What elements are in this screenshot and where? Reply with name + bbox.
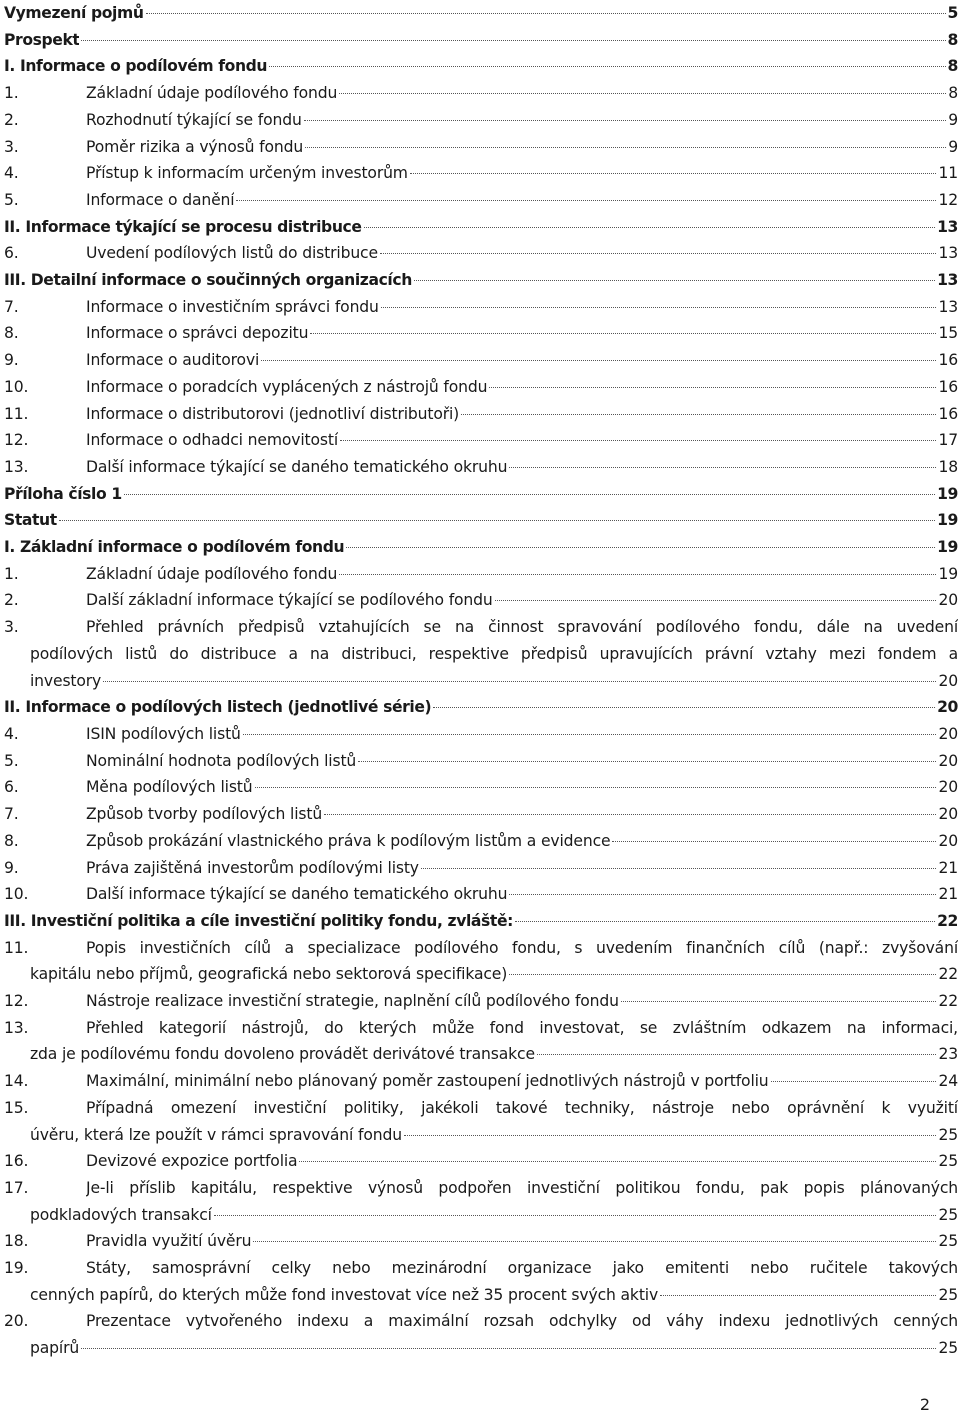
toc-entry-number: 15. xyxy=(4,1098,29,1117)
toc-entry-title: podílových listů do distribuce a na distribuci, respektive předpisů upravujících právní vztahy mezi fondem a xyxy=(30,644,958,663)
toc-entry-title: Vymezení pojmů xyxy=(4,4,144,22)
dot-leader xyxy=(59,520,935,521)
toc-entry[interactable] xyxy=(4,935,958,988)
toc-entry-page: 20 xyxy=(938,751,958,770)
dot-leader xyxy=(253,1241,936,1242)
toc-entry-title: I. Základní informace o podílovém fondu xyxy=(4,538,345,557)
toc-entry-title: Maximální, minimální nebo plánovaný poměr zastoupení jednotlivých nástrojů v portfoliu xyxy=(86,1072,769,1091)
toc-entry[interactable] xyxy=(4,374,958,401)
toc-entry-number: 12. xyxy=(4,431,29,450)
dot-leader xyxy=(621,1001,937,1002)
toc-entry-page: 13 xyxy=(938,244,958,263)
dot-leader xyxy=(364,227,936,228)
toc-entry[interactable] xyxy=(4,1068,958,1095)
toc-entry-page: 16 xyxy=(938,404,958,423)
toc-entry[interactable] xyxy=(4,507,958,534)
toc-entry-number: 3. xyxy=(4,137,19,156)
toc-entry-page: 25 xyxy=(938,1205,958,1224)
toc-entry-title: kapitálu nebo příjmů, geografická nebo sektorová specifikace) xyxy=(30,965,508,984)
toc-entry-page: 20 xyxy=(937,698,958,717)
toc-entry[interactable] xyxy=(4,721,958,748)
toc-entry-title: Práva zajištěná investorům podílovými listy xyxy=(86,858,419,877)
toc-entry[interactable] xyxy=(4,454,958,481)
dot-leader xyxy=(495,600,937,601)
toc-entry[interactable] xyxy=(4,561,958,588)
toc-entry[interactable] xyxy=(4,53,958,80)
toc-entry-number: 10. xyxy=(4,377,29,396)
toc-entry-number: 17. xyxy=(4,1178,29,1197)
toc-entry[interactable] xyxy=(4,614,958,694)
dot-leader xyxy=(304,120,947,121)
toc-entry[interactable] xyxy=(4,240,958,267)
toc-entry[interactable] xyxy=(4,0,958,27)
toc-entry[interactable] xyxy=(4,1148,958,1175)
toc-entry-page: 23 xyxy=(938,1045,958,1064)
toc-entry-number: 12. xyxy=(4,992,29,1011)
dot-leader xyxy=(346,547,935,548)
toc-entry-page: 25 xyxy=(938,1125,958,1144)
toc-entry-title: podkladových transakcí xyxy=(30,1205,212,1224)
dot-leader xyxy=(305,147,946,148)
toc-entry-number: 19. xyxy=(4,1259,29,1278)
toc-entry-page: 13 xyxy=(938,297,958,316)
toc-entry-page: 19 xyxy=(937,511,958,530)
toc-entry-title: II. Informace týkající se procesu distribuce xyxy=(4,217,362,236)
toc-entry-number: 11. xyxy=(4,404,29,423)
toc-entry-page: 15 xyxy=(938,324,958,343)
toc-entry-number: 16. xyxy=(4,1152,29,1171)
toc-entry[interactable] xyxy=(4,1308,958,1361)
toc-entry-title: Informace o danění xyxy=(86,190,235,209)
dot-leader xyxy=(340,440,936,441)
toc-entry-title: III. Investiční politika a cíle investiční politiky fondu, zvláště: xyxy=(4,911,513,930)
toc-entry-title: Způsob tvorby podílových listů xyxy=(86,805,323,824)
toc-entry-page: 20 xyxy=(938,591,958,610)
toc-entry[interactable] xyxy=(4,748,958,775)
dot-leader xyxy=(269,66,945,67)
toc-entry[interactable] xyxy=(4,160,958,187)
toc-entry[interactable] xyxy=(4,801,958,828)
toc-entry-title: Rozhodnutí týkající se fondu xyxy=(86,110,302,129)
toc-entry-title: Příloha číslo 1 xyxy=(4,484,122,503)
toc-entry-title: investory xyxy=(30,671,102,690)
toc-entry-page: 9 xyxy=(948,110,958,129)
toc-entry-title: Případná omezení investiční politiky, jakékoli takové techniky, nástroje nebo oprávnění k využití xyxy=(86,1098,958,1117)
toc-entry-title: Další informace týkající se daného tematického okruhu xyxy=(86,885,508,904)
toc-entry[interactable] xyxy=(4,534,958,561)
toc-entry-page: 18 xyxy=(938,457,958,476)
dot-leader xyxy=(771,1081,937,1082)
toc-entry[interactable] xyxy=(4,134,958,161)
dot-leader xyxy=(612,841,936,842)
toc-entry[interactable] xyxy=(4,427,958,454)
toc-entry-page: 25 xyxy=(938,1339,958,1358)
dot-leader xyxy=(81,40,945,41)
toc-entry[interactable] xyxy=(4,855,958,882)
dot-leader xyxy=(124,494,935,495)
toc-entry-page: 12 xyxy=(938,190,958,209)
dot-leader xyxy=(103,681,936,682)
toc-entry-title: Informace o poradcích vyplácených z nástrojů fondu xyxy=(86,377,488,396)
toc-entry-number: 6. xyxy=(4,778,19,797)
toc-entry-page: 20 xyxy=(938,805,958,824)
toc-entry[interactable] xyxy=(4,401,958,428)
dot-leader xyxy=(515,921,935,922)
dot-leader xyxy=(381,307,937,308)
toc-entry-page: 8 xyxy=(947,30,958,49)
toc-entry-number: 3. xyxy=(4,618,19,637)
toc-entry-title: Prezentace vytvořeného indexu a maximální rozsah odchylky od váhy indexu jednotlivých cenných xyxy=(86,1312,958,1331)
toc-entry[interactable] xyxy=(4,587,958,614)
toc-entry-title: Informace o investičním správci fondu xyxy=(86,297,379,316)
toc-entry-title: Devizové expozice portfolia xyxy=(86,1152,298,1171)
toc-entry-page: 16 xyxy=(938,377,958,396)
dot-leader xyxy=(410,173,937,174)
toc-entry-page: 22 xyxy=(938,965,958,984)
toc-entry[interactable] xyxy=(4,267,958,294)
toc-entry-page: 22 xyxy=(937,911,958,930)
dot-leader xyxy=(380,253,937,254)
toc-entry[interactable] xyxy=(4,80,958,107)
toc-entry-page: 25 xyxy=(938,1152,958,1171)
dot-leader xyxy=(255,787,937,788)
toc-entry[interactable] xyxy=(4,320,958,347)
toc-entry-title: Přístup k informacím určeným investorům xyxy=(86,164,408,183)
toc-entry[interactable] xyxy=(4,214,958,241)
toc-entry-title: I. Informace o podílovém fondu xyxy=(4,57,268,76)
toc-entry-number: 9. xyxy=(4,351,19,370)
toc-entry-title: Informace o odhadci nemovitostí xyxy=(86,431,338,450)
toc-entry-title: II. Informace o podílových listech (jednotlivé série) xyxy=(4,698,432,717)
toc-entry-page: 9 xyxy=(948,137,958,156)
toc-entry-title: Uvedení podílových listů do distribuce xyxy=(86,244,378,263)
dot-leader xyxy=(236,200,936,201)
toc-entry-page: 19 xyxy=(938,564,958,583)
toc-entry[interactable] xyxy=(4,187,958,214)
toc-entry[interactable] xyxy=(4,881,958,908)
toc-entry-page: 13 xyxy=(937,217,958,236)
toc-entry-page: 8 xyxy=(948,84,958,103)
toc-entry[interactable] xyxy=(4,828,958,855)
dot-leader xyxy=(414,280,935,281)
toc-entry-number: 4. xyxy=(4,164,19,183)
toc-entry-title: Základní údaje podílového fondu xyxy=(86,564,338,583)
dot-leader xyxy=(339,93,946,94)
toc-entry-page: 19 xyxy=(937,484,958,503)
dot-leader xyxy=(421,868,937,869)
toc-entry-title: úvěru, která lze použít v rámci spravování fondu xyxy=(30,1125,402,1144)
toc-entry-title: Státy, samosprávní celky nebo mezinárodní organizace jako emitenti nebo ručitele takových xyxy=(86,1259,958,1278)
dot-leader xyxy=(81,1348,936,1349)
toc-entry[interactable] xyxy=(4,481,958,508)
toc-entry-page: 17 xyxy=(938,431,958,450)
toc-entry[interactable] xyxy=(4,294,958,321)
toc-entry-page: 16 xyxy=(938,351,958,370)
toc-entry-page: 20 xyxy=(938,831,958,850)
toc-entry-number: 18. xyxy=(4,1232,29,1251)
toc-entry-title: Nominální hodnota podílových listů xyxy=(86,751,357,770)
toc-entry[interactable] xyxy=(4,694,958,721)
toc-entry-title: cenných papírů, do kterých může fond investovat více než 35 procent svých aktiv xyxy=(30,1285,659,1304)
toc-entry-title: Statut xyxy=(4,511,57,530)
toc-entry-title: Měna podílových listů xyxy=(86,778,253,797)
toc-entry-page: 5 xyxy=(947,4,958,22)
toc-entry[interactable] xyxy=(4,988,958,1015)
toc-entry-title: Nástroje realizace investiční strategie, naplnění cílů podílového fondu xyxy=(86,992,619,1011)
toc-entry-number: 2. xyxy=(4,591,19,610)
toc-entry[interactable] xyxy=(4,107,958,134)
dot-leader xyxy=(243,734,937,735)
dot-leader xyxy=(404,1135,936,1136)
toc-entry[interactable] xyxy=(4,1095,958,1148)
toc-entry-number: 4. xyxy=(4,724,19,743)
toc-entry-title: Informace o auditorovi xyxy=(86,351,260,370)
dot-leader xyxy=(310,333,936,334)
toc-entry-number: 6. xyxy=(4,244,19,263)
dot-leader xyxy=(489,387,936,388)
toc-entry-number: 13. xyxy=(4,1018,29,1037)
toc-entry-title: Prospekt xyxy=(4,30,80,49)
toc-entry-number: 7. xyxy=(4,297,19,316)
toc-entry-page: 24 xyxy=(938,1072,958,1091)
toc-entry[interactable] xyxy=(4,908,958,935)
toc-entry-page: 25 xyxy=(938,1232,958,1251)
toc-entry[interactable] xyxy=(4,27,958,54)
toc-entry-page: 22 xyxy=(938,992,958,1011)
dot-leader xyxy=(146,13,946,14)
toc-entry-number: 14. xyxy=(4,1072,29,1091)
toc-entry-number: 11. xyxy=(4,938,29,957)
toc-entry-page: 25 xyxy=(938,1285,958,1304)
toc-entry-title: ISIN podílových listů xyxy=(86,724,241,743)
toc-entry-title: Další informace týkající se daného tematického okruhu xyxy=(86,457,508,476)
toc-entry-number: 8. xyxy=(4,324,19,343)
toc-entry-title: Přehled právních předpisů vztahujících se na činnost spravování podílového fondu, dále na uvedení xyxy=(86,618,958,637)
toc-entry-title: zda je podílovému fondu dovoleno provádět derivátové transakce xyxy=(30,1045,535,1064)
toc-entry-page: 13 xyxy=(937,271,958,290)
toc-entry-number: 10. xyxy=(4,885,29,904)
toc-entry-title: papírů xyxy=(30,1339,80,1358)
toc-entry-number: 9. xyxy=(4,858,19,877)
toc-entry-number: 13. xyxy=(4,457,29,476)
toc-entry-page: 20 xyxy=(938,778,958,797)
dot-leader xyxy=(509,894,936,895)
toc-entry[interactable] xyxy=(4,1175,958,1228)
dot-leader xyxy=(358,761,936,762)
dot-leader xyxy=(299,1161,936,1162)
toc-entry-title: Informace o distributorovi (jednotliví distributoři) xyxy=(86,404,460,423)
toc-entry-page: 21 xyxy=(938,885,958,904)
dot-leader xyxy=(509,974,936,975)
toc-entry-page: 19 xyxy=(937,538,958,557)
toc-entry-number: 5. xyxy=(4,190,19,209)
toc-entry-number: 5. xyxy=(4,751,19,770)
toc-entry-title: Pravidla využití úvěru xyxy=(86,1232,252,1251)
toc-entry-title: Způsob prokázání vlastnického práva k podílovým listům a evidence xyxy=(86,831,611,850)
toc-entry-title: Další základní informace týkající se podílového fondu xyxy=(86,591,493,610)
toc-entry-title: Přehled kategorií nástrojů, do kterých může fond investovat, se zvláštním odkazem na informaci, xyxy=(86,1018,958,1037)
toc-entry[interactable] xyxy=(4,1015,958,1068)
dot-leader xyxy=(324,814,936,815)
toc-entry-number: 20. xyxy=(4,1312,29,1331)
toc-entry-number: 8. xyxy=(4,831,19,850)
toc-entry-title: Popis investičních cílů a specializace podílového fondu, s uvedením finančních cílů (např.: zvyšování xyxy=(86,938,958,957)
dot-leader xyxy=(261,360,936,361)
toc-entry[interactable] xyxy=(4,774,958,801)
toc-entry-page: 20 xyxy=(938,724,958,743)
toc-entry-page: 8 xyxy=(947,57,958,76)
toc-entry[interactable] xyxy=(4,347,958,374)
toc-entry-page: 21 xyxy=(938,858,958,877)
toc-entry-title: Poměr rizika a výnosů fondu xyxy=(86,137,304,156)
dot-leader xyxy=(509,467,936,468)
toc-entry-number: 7. xyxy=(4,805,19,824)
toc-entry-number: 2. xyxy=(4,110,19,129)
dot-leader xyxy=(339,574,936,575)
toc-entry-title: Základní údaje podílového fondu xyxy=(86,84,338,103)
dot-leader xyxy=(433,707,935,708)
toc-entry-number: 1. xyxy=(4,564,19,583)
toc-entry-number: 1. xyxy=(4,84,19,103)
toc-entry-page: 11 xyxy=(938,164,958,183)
toc-entry[interactable] xyxy=(4,1228,958,1255)
dot-leader xyxy=(214,1215,937,1216)
page-number: 2 xyxy=(919,1395,930,1414)
dot-leader xyxy=(537,1054,937,1055)
toc-entry[interactable] xyxy=(4,1255,958,1308)
dot-leader xyxy=(660,1295,936,1296)
toc-entry-title: III. Detailní informace o součinných organizacích xyxy=(4,271,412,290)
dot-leader xyxy=(461,414,936,415)
toc-entry-title: Informace o správci depozitu xyxy=(86,324,309,343)
toc-entry-page: 20 xyxy=(938,671,958,690)
toc-entry-title: Je-li příslib kapitálu, respektive výnosů podpořen investiční politikou fondu, pak popis plánovaných xyxy=(86,1178,958,1197)
table-of-contents xyxy=(4,0,958,1362)
